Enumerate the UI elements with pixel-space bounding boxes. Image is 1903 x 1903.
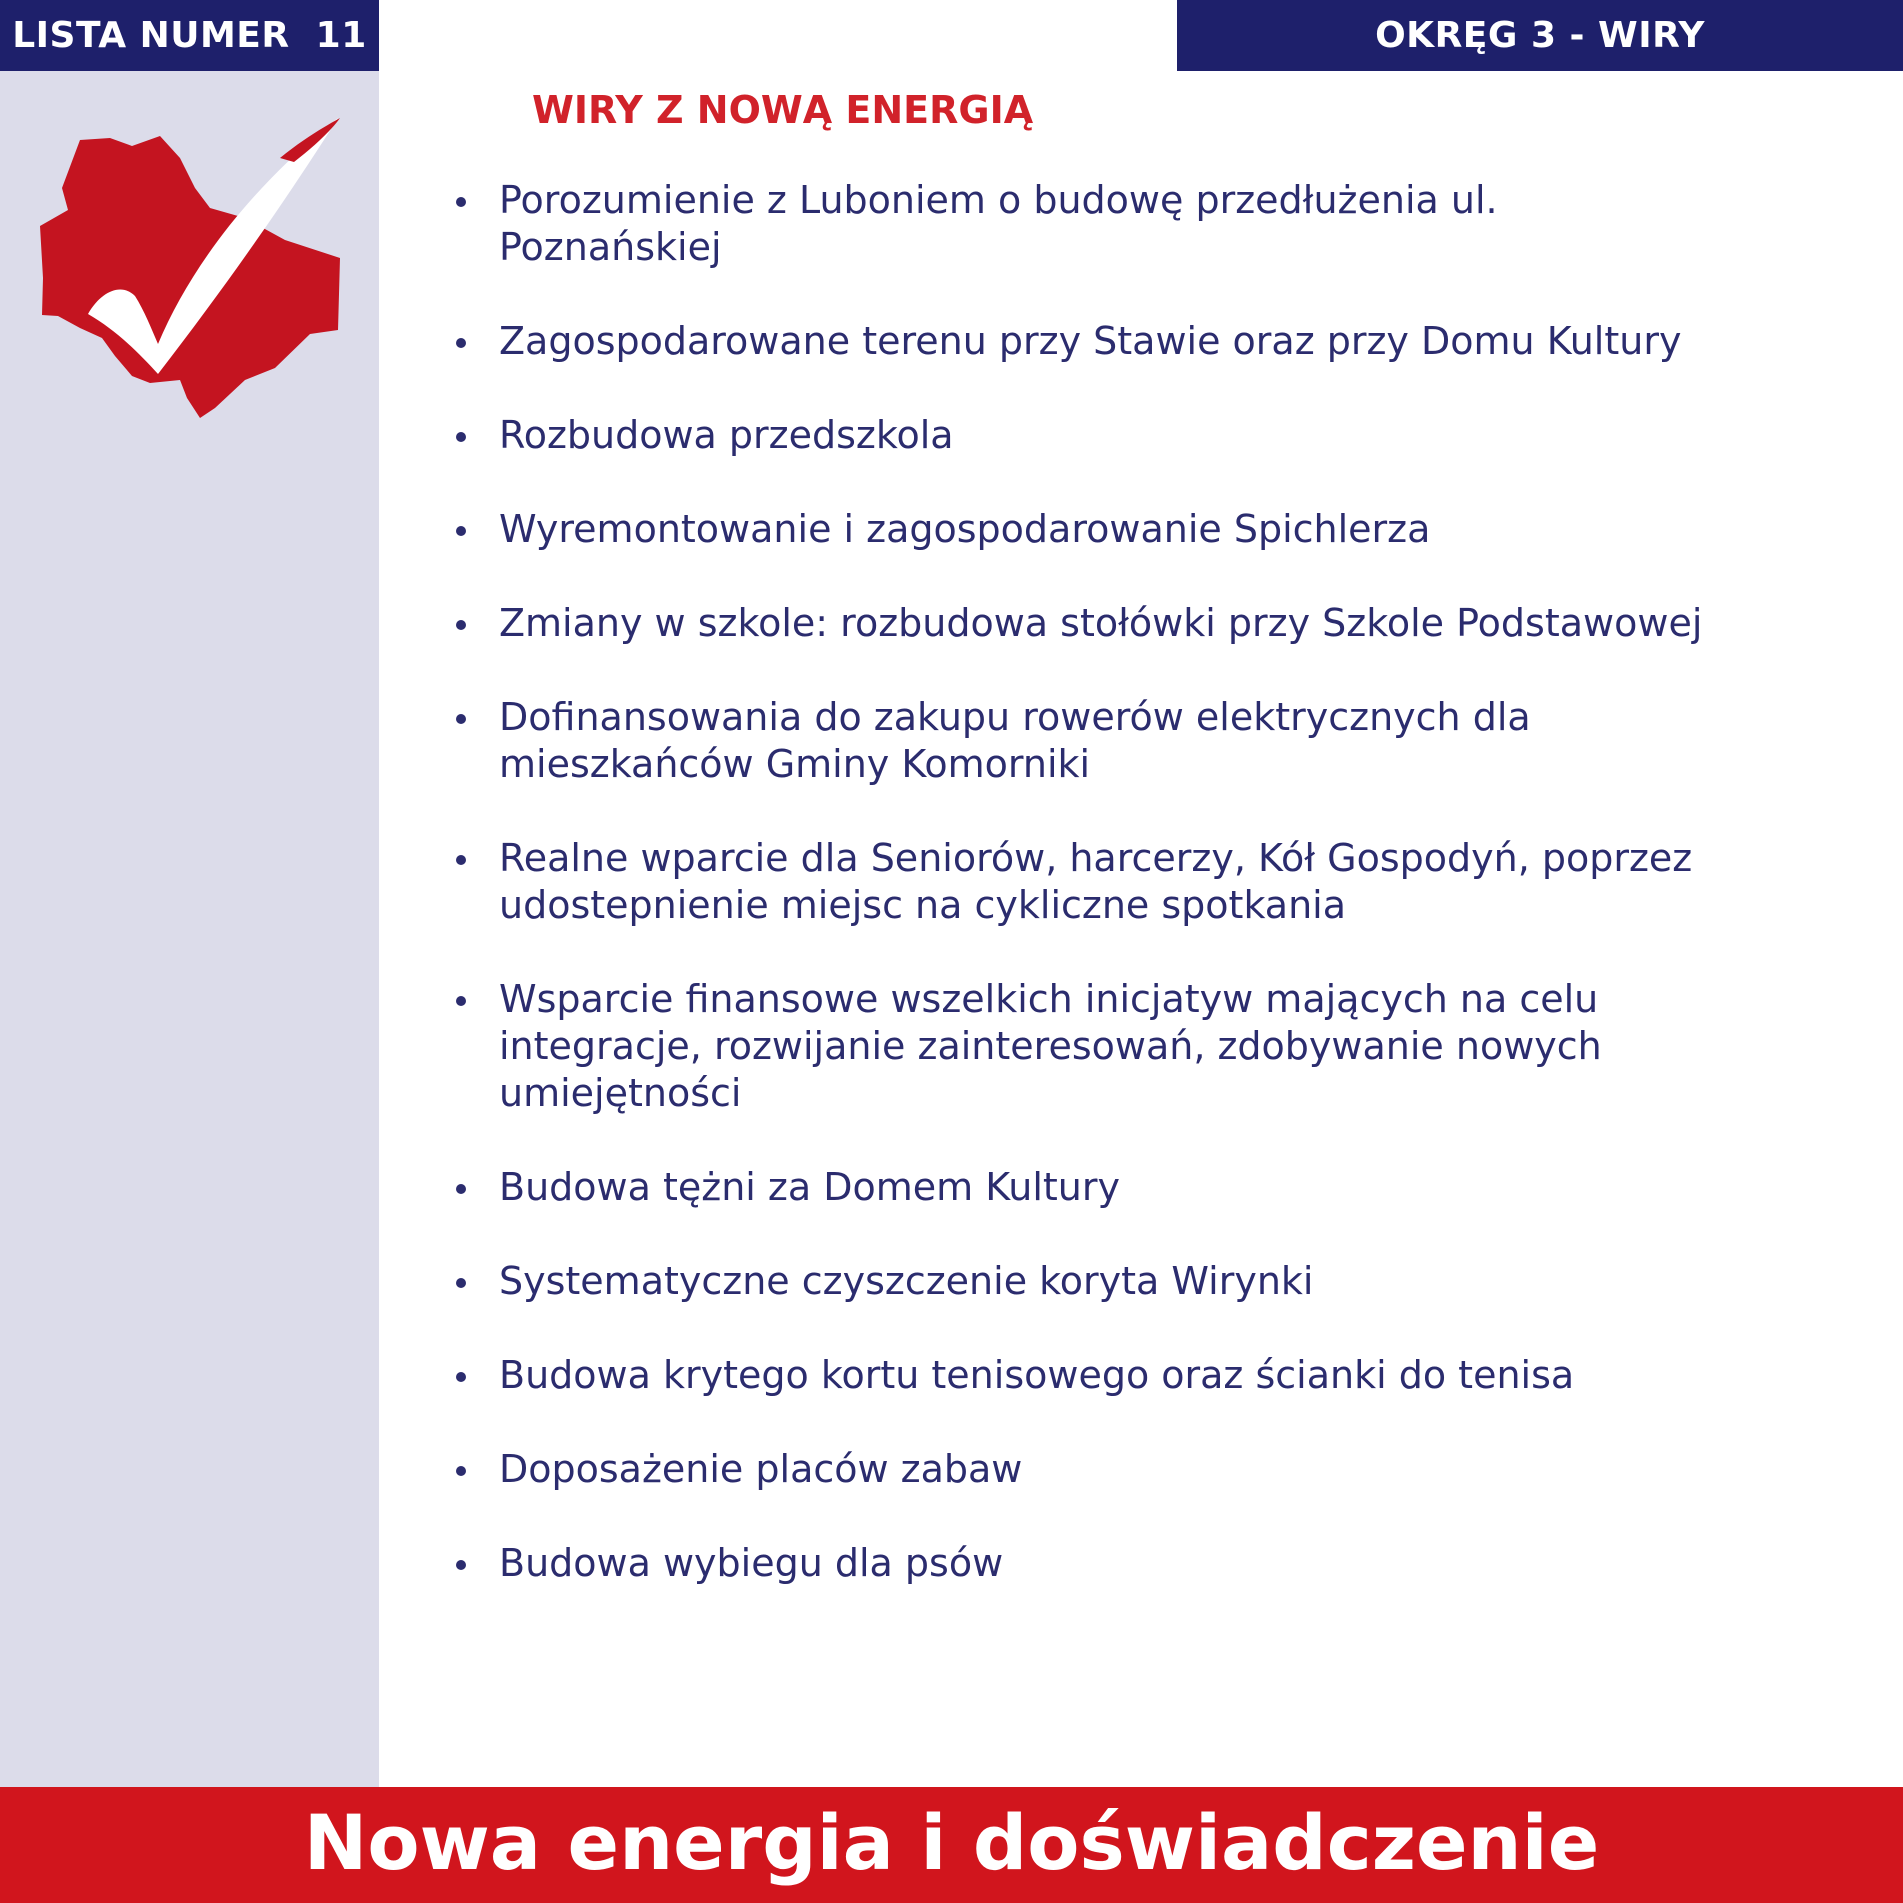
bullet-icon [456,1466,466,1476]
program-point [453,1352,1853,1399]
program-point-line: udostepnienie miejsc na cykliczne spotkania [499,883,1347,927]
bullet-icon [456,432,466,442]
program-point-line: Zmiany w szkole: rozbudowa stołówki przy Szkole Podstawowej [499,601,1703,645]
program-point [453,600,1853,647]
program-point [453,177,1853,271]
program-point-line: Budowa tężni za Domem Kultury [499,1165,1120,1209]
program-point-line: Wsparcie finansowe wszelkich inicjatyw mających na celu [499,977,1599,1021]
district-badge: OKRĘG 3 - WIRY [1177,0,1903,71]
checkmark-map-logo-icon [40,118,345,418]
program-point [453,318,1853,365]
bullet-icon [456,526,466,536]
bullet-icon [456,1372,466,1382]
bullet-icon [456,996,466,1006]
bullet-icon [456,197,466,207]
program-title: WIRY Z NOWĄ ENERGIĄ [532,88,1034,132]
program-point [453,1164,1853,1211]
program-point-line: Doposażenie placów zabaw [499,1447,1023,1491]
program-point-line: Rozbudowa przedszkola [499,413,954,457]
program-point [453,976,1853,1117]
program-point [453,506,1853,553]
program-point-line: Wyremontowanie i zagospodarowanie Spichlerza [499,507,1431,551]
program-point [453,1446,1853,1493]
program-point-line: mieszkańców Gminy Komorniki [499,742,1091,786]
bullet-icon [456,1184,466,1194]
program-point [453,835,1853,929]
program-point-line: Budowa wybiegu dla psów [499,1541,1004,1585]
program-point-line: Realne wparcie dla Seniorów, harcerzy, Kół Gospodyń, poprzez [499,836,1693,880]
program-point-line: Budowa krytego kortu tenisowego oraz ścianki do tenisa [499,1353,1575,1397]
bullet-icon [456,1560,466,1570]
bullet-icon [456,620,466,630]
program-point-line: Dofinansowania do zakupu rowerów elektrycznych dla [499,695,1531,739]
program-point-line: integracje, rozwijanie zainteresowań, zdobywanie nowych [499,1024,1602,1068]
program-points-list [453,177,1853,1634]
program-point [453,694,1853,788]
bullet-icon [456,855,466,865]
bullet-icon [456,1278,466,1288]
footer-slogan: Nowa energia i doświadczenie [0,1787,1903,1903]
program-point [453,1540,1853,1587]
program-point-line: Zagospodarowane terenu przy Stawie oraz przy Domu Kultury [499,319,1682,363]
program-point-line: Poznańskiej [499,225,722,269]
bullet-icon [456,338,466,348]
list-number-badge: LISTA NUMER 11 [0,0,379,71]
program-point-line: Porozumienie z Luboniem o budowę przedłużenia ul. [499,178,1498,222]
bullet-icon [456,714,466,724]
program-point-line: umiejętności [499,1071,742,1115]
program-point [453,1258,1853,1305]
program-point [453,412,1853,459]
program-point-line: Systematyczne czyszczenie koryta Wirynki [499,1259,1314,1303]
